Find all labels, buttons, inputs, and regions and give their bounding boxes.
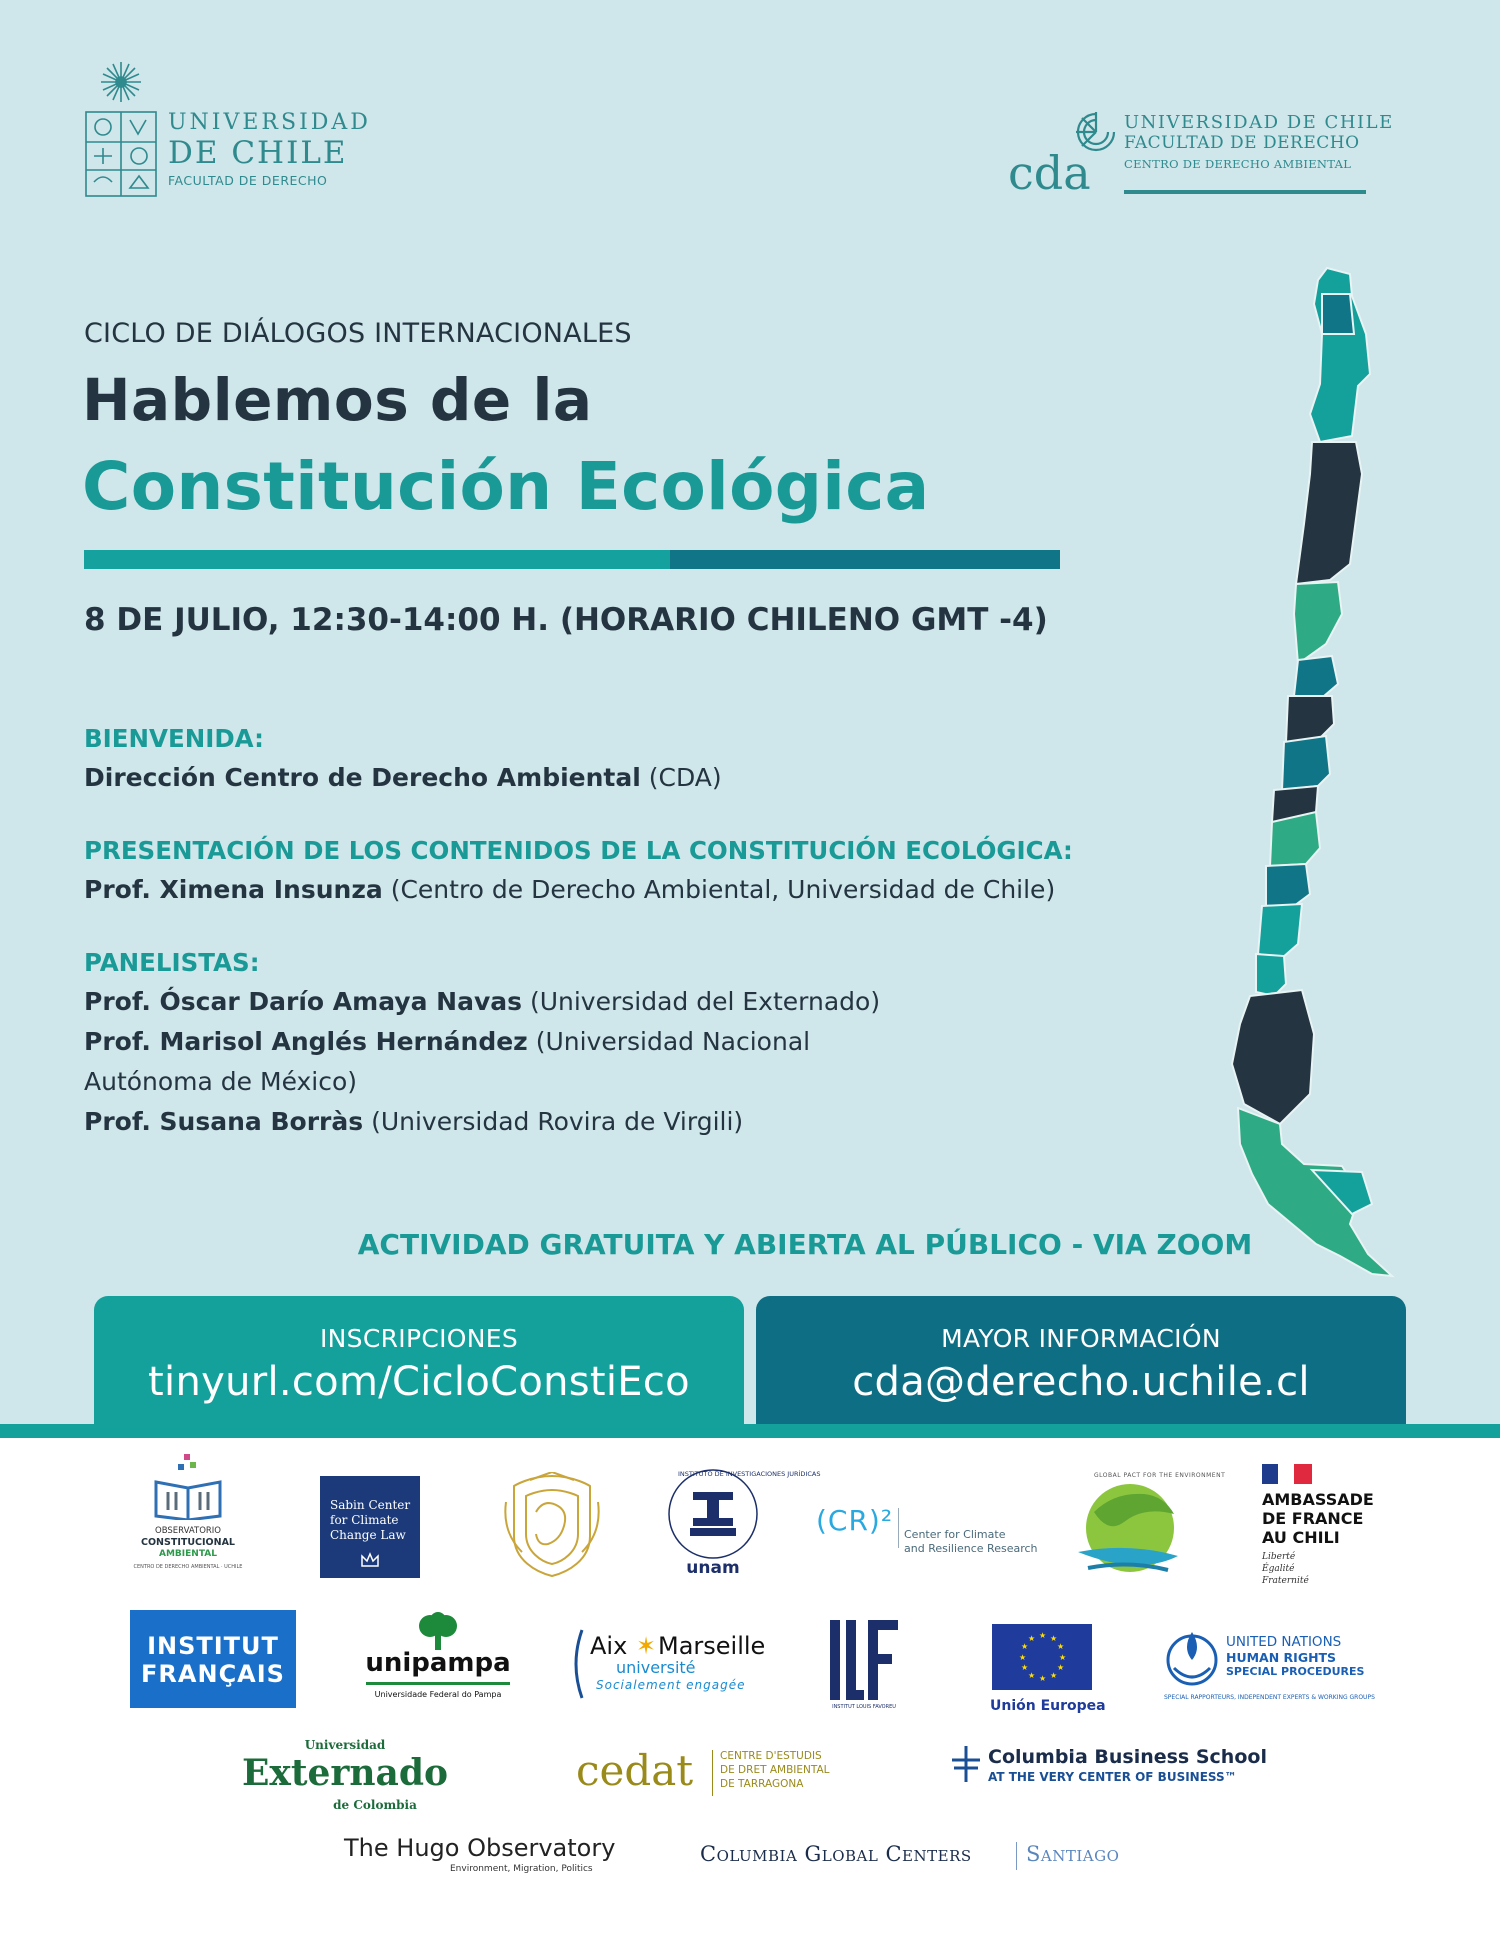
obs-l4: CENTRO DE DERECHO AMBIENTAL · UCHILE: [133, 1564, 243, 1570]
eu-flag-icon: [992, 1624, 1092, 1690]
panelist-2-affiliation-cont: Autónoma de México): [84, 1067, 358, 1096]
presenter-name: Prof. Ximena Insunza: [84, 875, 383, 904]
panel-heading: PANELISTAS:: [84, 948, 260, 977]
chile-map-illustration: [1222, 264, 1402, 1280]
panelist-1-affiliation: (Universidad del Externado): [529, 987, 881, 1016]
svg-text:★: ★: [1039, 1674, 1047, 1683]
ambassade-france-logo: [1260, 1464, 1410, 1588]
universidad-de-chile-logo: [84, 58, 371, 198]
svg-text:★: ★: [1059, 1653, 1067, 1662]
cbs-l1: Columbia Business School: [988, 1746, 1267, 1768]
externado-l1: Universidad: [304, 1738, 386, 1752]
un-l3: SPECIAL PROCEDURES: [1226, 1665, 1365, 1678]
externado-l3: de Colombia: [333, 1798, 417, 1812]
svg-text:★: ★: [1021, 1642, 1029, 1651]
obs-l3: AMBIENTAL: [159, 1549, 217, 1559]
series-title: CICLO DE DIÁLOGOS INTERNACIONALES: [84, 318, 632, 349]
aix-marseille-logo: [568, 1628, 768, 1700]
french-flag-icon: [1262, 1464, 1312, 1484]
cda-wordmark: cda: [1008, 146, 1091, 200]
presenter-affiliation: (Centro de Derecho Ambiental, Universidad de Chile): [390, 875, 1056, 904]
un-human-rights-logo: [1164, 1628, 1390, 1712]
cda-line2: FACULTAD DE DERECHO: [1124, 133, 1360, 153]
amu-l3: université: [616, 1658, 696, 1677]
cda-logo: [1006, 106, 1426, 202]
institut-l2: FRANÇAIS: [141, 1660, 285, 1688]
panelist-2-name: Prof. Marisol Anglés Hernández: [84, 1027, 528, 1056]
cedat-logo: [576, 1744, 856, 1806]
cedat-l1: CENTRE D'ESTUDIS: [720, 1750, 822, 1762]
unipampa-rule: [366, 1682, 510, 1685]
divider-stripe: [0, 1424, 1500, 1438]
amu-l2: Marseille: [658, 1632, 766, 1660]
institut-francais-logo: [130, 1610, 296, 1708]
unipampa-sub: Universidade Federal do Pampa: [374, 1690, 502, 1699]
uchile-line1: UNIVERSIDAD: [168, 110, 371, 135]
tree-icon: [416, 1612, 460, 1652]
unipampa-logo: [360, 1612, 516, 1710]
columbia-global-centers-logo: [700, 1840, 1160, 1874]
panelist-2: [84, 1022, 1204, 1062]
sabin-l2: for Climate: [330, 1513, 399, 1527]
un-l1: UNITED NATIONS: [1226, 1634, 1342, 1650]
registration-label: INSCRIPCIONES: [320, 1324, 518, 1353]
presentation-line: [84, 870, 1204, 910]
un-emblem-icon: [1164, 1628, 1220, 1690]
hugo-observatory-logo: [344, 1834, 644, 1880]
svg-text:★: ★: [1028, 1671, 1036, 1680]
svg-text:★: ★: [1057, 1663, 1065, 1672]
france-l2: DE FRANCE: [1262, 1509, 1364, 1528]
title-underline: [84, 550, 1060, 569]
uchile-line3: FACULTAD DE DERECHO: [168, 173, 328, 188]
iij-name: unam: [686, 1558, 740, 1578]
uchile-line2: DE CHILE: [168, 135, 348, 171]
welcome-line: [84, 758, 1204, 798]
registration-box[interactable]: [94, 1296, 744, 1426]
ilf-sub: INSTITUT LOUIS FAVOREU: [832, 1704, 896, 1710]
welcome-name: Dirección Centro de Derecho Ambiental: [84, 763, 641, 792]
cedat-l3: DE TARRAGONA: [720, 1778, 804, 1790]
sabin-l1: Sabin Center: [330, 1498, 411, 1512]
obs-l1: OBSERVATORIO: [155, 1526, 221, 1536]
hugo-l1: The Hugo Observatory: [344, 1834, 616, 1862]
cedat-name: cedat: [576, 1746, 694, 1795]
welcome-affiliation: (CDA): [648, 763, 722, 792]
globe-icon: [1068, 1472, 1198, 1584]
cedat-l2: DE DRET AMBIENTAL: [720, 1764, 830, 1776]
ilf-mark-icon: [830, 1620, 898, 1700]
cedat-divider: [712, 1750, 713, 1796]
france-l3: AU CHILI: [1262, 1528, 1340, 1547]
sabin-l3: Change Law: [330, 1528, 406, 1542]
cda-line3: CENTRO DE DERECHO AMBIENTAL: [1124, 157, 1352, 171]
cbs-cross-icon: [948, 1744, 984, 1784]
obs-l2: CONSTITUCIONAL: [141, 1537, 235, 1548]
university-crest-icon: [84, 58, 158, 198]
cr2-l1: Center for Climate: [904, 1528, 1006, 1541]
cda-rule: [1124, 190, 1366, 194]
presentation-heading: PRESENTACIÓN DE LOS CONTENIDOS DE LA CONSTITUCIÓN ECOLÓGICA:: [84, 836, 1073, 865]
svg-text:★: ★: [1050, 1634, 1058, 1643]
svg-text:★: ★: [1039, 1631, 1047, 1640]
amu-star: ✶: [636, 1632, 657, 1660]
gpe-arc: GLOBAL PACT FOR THE ENVIRONMENT: [1094, 1472, 1226, 1479]
unam-crest-icon: [500, 1472, 604, 1580]
svg-text:★: ★: [1021, 1663, 1029, 1672]
france-m3: Fraternité: [1262, 1576, 1309, 1586]
panelist-1-name: Prof. Óscar Darío Amaya Navas: [84, 987, 523, 1016]
svg-text:★: ★: [1050, 1671, 1058, 1680]
crown-icon: [360, 1552, 380, 1568]
panelist-1: [84, 982, 1204, 1022]
registration-link[interactable]: tinyurl.com/CicloConstiEco: [148, 1359, 690, 1405]
bracket-icon: [568, 1628, 584, 1700]
france-l1: AMBASSADE: [1262, 1490, 1374, 1509]
panelist-3: [84, 1102, 1204, 1142]
iij-arc: INSTITUTO DE INVESTIGACIONES JURÍDICAS: [678, 1470, 821, 1478]
columbia-business-school-logo: [948, 1744, 1268, 1794]
open-book-icon: [150, 1454, 226, 1520]
amu-l4: Socialement engagée: [596, 1678, 746, 1692]
iij-seal-icon: [660, 1466, 766, 1562]
eu-logo: [990, 1624, 1106, 1720]
unam-iij-logo: [660, 1466, 821, 1584]
free-access-text: ACTIVIDAD GRATUITA Y ABIERTA AL PÚBLICO - VIA ZOOM: [357, 1228, 1253, 1261]
eu-name: Unión Europea: [990, 1698, 1106, 1714]
cgc-l2: Santiago: [1026, 1842, 1120, 1866]
cgc-divider: [1016, 1842, 1017, 1870]
cr2-logo: [816, 1500, 1036, 1560]
france-m1: Liberté: [1262, 1552, 1296, 1562]
info-email[interactable]: cda@derecho.uchile.cl: [852, 1359, 1310, 1405]
welcome-heading: BIENVENIDA:: [84, 724, 264, 753]
externado-logo: [240, 1738, 450, 1822]
panelist-3-affiliation: (Universidad Rovira de Virgili): [371, 1107, 744, 1136]
cr2-l2: and Resilience Research: [904, 1542, 1038, 1555]
unam-crest-logo: [500, 1472, 604, 1580]
observatorio-logo: [133, 1454, 243, 1584]
cbs-l2: AT THE VERY CENTER OF BUSINESS™: [988, 1770, 1237, 1784]
cr2-mark: (CR)²: [816, 1504, 894, 1537]
svg-text:★: ★: [1019, 1653, 1027, 1662]
title-line1: Hablemos de la: [82, 366, 593, 434]
institut-l1: INSTITUT: [147, 1632, 279, 1660]
amu-l1: Aix: [590, 1632, 628, 1660]
cgc-l1: Columbia Global Centers: [700, 1842, 972, 1866]
un-l2: HUMAN RIGHTS: [1226, 1650, 1337, 1665]
info-label: MAYOR INFORMACIÓN: [941, 1324, 1221, 1353]
info-box[interactable]: [756, 1296, 1406, 1426]
free-access-note: [0, 1228, 1500, 1261]
unipampa-name: unipampa: [365, 1648, 511, 1678]
svg-text:★: ★: [1057, 1642, 1065, 1651]
event-date: 8 DE JULIO, 12:30-14:00 H. (HORARIO CHILENO GMT -4): [84, 602, 1048, 638]
cr2-divider: [898, 1508, 899, 1548]
title-line2: Constitución Ecológica: [82, 448, 930, 525]
externado-l2: Externado: [241, 1752, 449, 1794]
svg-text:★: ★: [1028, 1634, 1036, 1643]
sabin-center-logo: [320, 1476, 420, 1578]
panelist-2-affiliation: (Universidad Nacional: [535, 1027, 811, 1056]
hugo-l2: Environment, Migration, Politics: [450, 1864, 593, 1874]
program: [84, 720, 1204, 1142]
ilf-logo: [826, 1620, 902, 1714]
france-m2: Égalité: [1262, 1564, 1295, 1574]
un-l4: SPECIAL RAPPORTEURS, INDEPENDENT EXPERTS & WORKING GROUPS: [1164, 1694, 1375, 1701]
global-pact-logo: [1068, 1472, 1226, 1584]
panelist-3-name: Prof. Susana Borràs: [84, 1107, 364, 1136]
cda-line1: UNIVERSIDAD DE CHILE: [1124, 112, 1394, 133]
